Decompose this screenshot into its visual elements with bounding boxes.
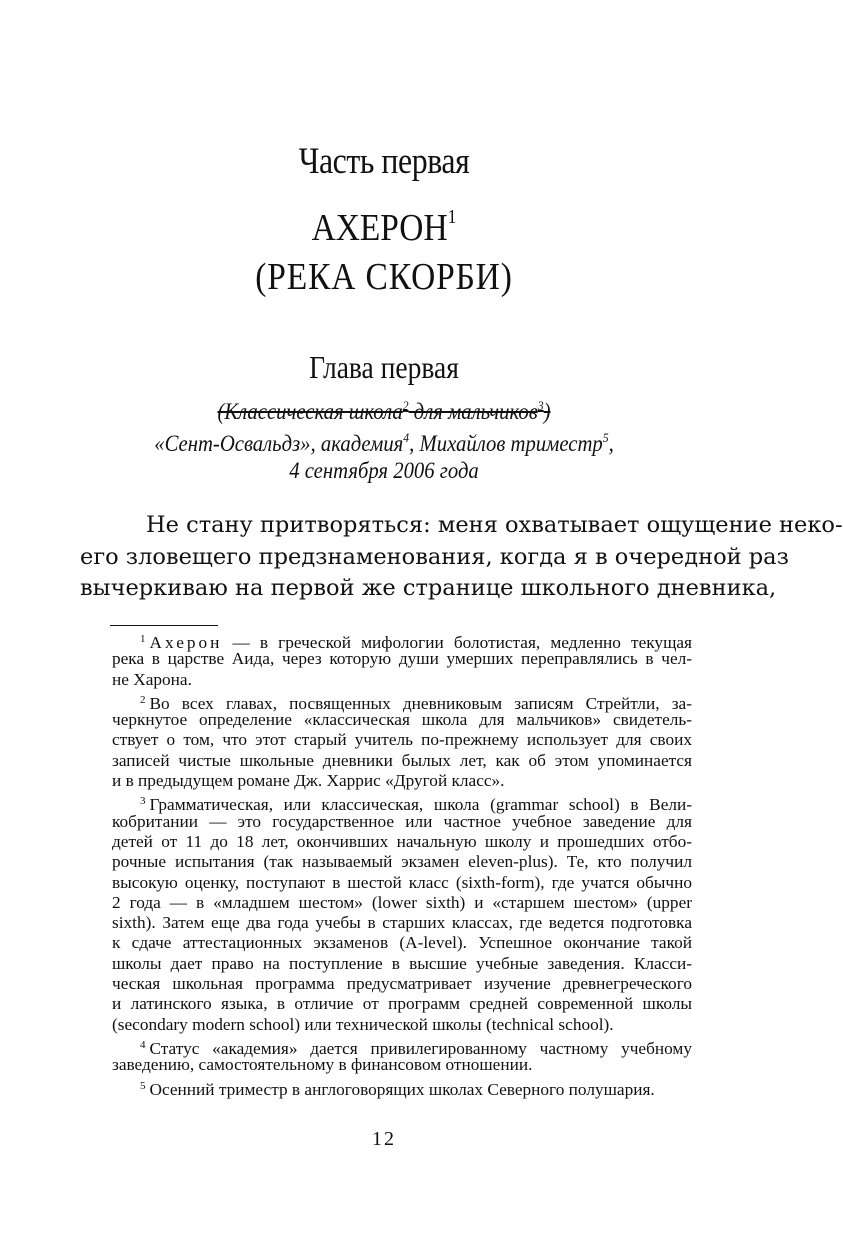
footnote-line: ствует о том, что этот старый учитель по-прежнему использует для своих [112,730,692,750]
part-title-text: АХЕРОН [311,207,448,249]
footnote-text: Во всех главах, посвященных дневниковым записям Стрейтли, за- [149,693,692,713]
footnote-line: не Харона. [112,669,192,689]
footnote-line: 2 года — в «младшем шестом» (lower sixth) и «старшем шестом» (upper [112,892,692,912]
footnote-line: черкнутое определение «классическая школа для мальчиков» свидетель- [112,710,692,730]
footnote-ref-1[interactable]: 1 [447,206,457,228]
footnote-term: Ахерон [149,633,223,652]
footnote-line: к сдаче аттестационных экзаменов (A-level). Успешное окончание такой [112,933,692,953]
footnote-number: 1 [140,633,146,645]
footnote-number: 3 [140,795,146,808]
epigraph-location-line [38,430,729,457]
body-line: Не стану притворяться: меня охватывает ощущение неко- [146,512,843,538]
epigraph-struck-b: для мальчиков [408,399,538,424]
footnote-number: 5 [140,1079,146,1092]
footnote-line: и латинского языка, в отличие от программ средней современной школы [112,994,692,1014]
footnote-line: школы дает право на поступление в высшие учебные заведения. Класси- [112,953,692,973]
footnote-number: 2 [140,693,146,706]
part-subtitle: (РЕКА СКОРБИ) [255,256,513,298]
footnote-text: Осенний триместр в англоговорящих школах Северного полушария. [149,1079,655,1099]
footnote-text: — в греческой мифологии болотистая, медленно текущая [222,633,692,652]
footnote-1 [112,629,692,652]
body-line: его зловещего предзнаменования, когда я в очередной раз [80,543,789,570]
footnote-line: (secondary modern school) или технической школы (technical school). [112,1014,614,1034]
page-number: 12 [372,1128,396,1150]
footnote-divider [110,625,218,626]
footnote-3 [112,791,692,815]
footnote-text: Грамматическая, или классическая, школа (grammar school) в Вели- [149,795,692,815]
part-label: Часть первая [298,141,470,182]
footnote-line: записей чистые школьные дневники былых лет, как об этом упоминается [112,750,692,770]
footnotes [112,629,692,1099]
footnote-ref-5[interactable]: 5 [602,430,609,445]
footnote-line: sixth). Затем еще два года учебы в старших классах, где ведется подготовка [112,913,692,933]
footnote-line: ческая школьная программа предусматривает изучение древнегреческого [112,974,692,994]
footnote-text: Статус «академия» дается привилегированному частному учебному [149,1038,692,1058]
epigraph-line2-a: «Сент-Освальдз», академия [154,431,404,456]
footnote-ref-2[interactable]: 2 [402,398,409,413]
footnote-line: кобритании — это государственное или частное учебное заведение для [112,811,692,831]
footnote-line: и в предыдущем романе Дж. Харрис «Другой класс». [112,771,505,791]
epigraph-struck-a: (Классическая школа [217,399,403,424]
footnote-ref-3[interactable]: 3 [537,398,544,413]
footnote-line: высокую оценку, поступают в шестой класс (sixth-form), где учатся обычно [112,872,692,892]
body-text [80,510,843,605]
epigraph-line2-b: , Михайлов триместр [409,431,603,456]
epigraph-struck-c: ) [543,399,551,424]
epigraph-date: 4 сентября 2006 года [289,458,479,483]
footnote-line: рочные испытания (так называемый экзамен eleven-plus). Те, кто получил [112,852,692,872]
footnote-2 [112,690,692,713]
footnote-line: река в царстве Аида, через которую души умерших переправлялись в чел- [112,649,692,669]
footnote-number: 4 [140,1038,146,1051]
epigraph-struck-line [38,398,729,425]
footnote-line: заведению, самостоятельному в финансовом отношении. [112,1055,533,1075]
footnote-4 [112,1035,692,1058]
chapter-label: Глава первая [309,349,459,385]
epigraph-line2-c: , [608,431,614,456]
footnote-5 [112,1076,692,1099]
part-title [46,206,722,250]
footnote-ref-4[interactable]: 4 [403,430,410,445]
footnote-line: детей от 11 до 18 лет, окончивших начальную школу и прошедших отбо- [112,831,692,851]
body-line: вычеркиваю на первой же странице школьного дневника, [80,575,777,601]
